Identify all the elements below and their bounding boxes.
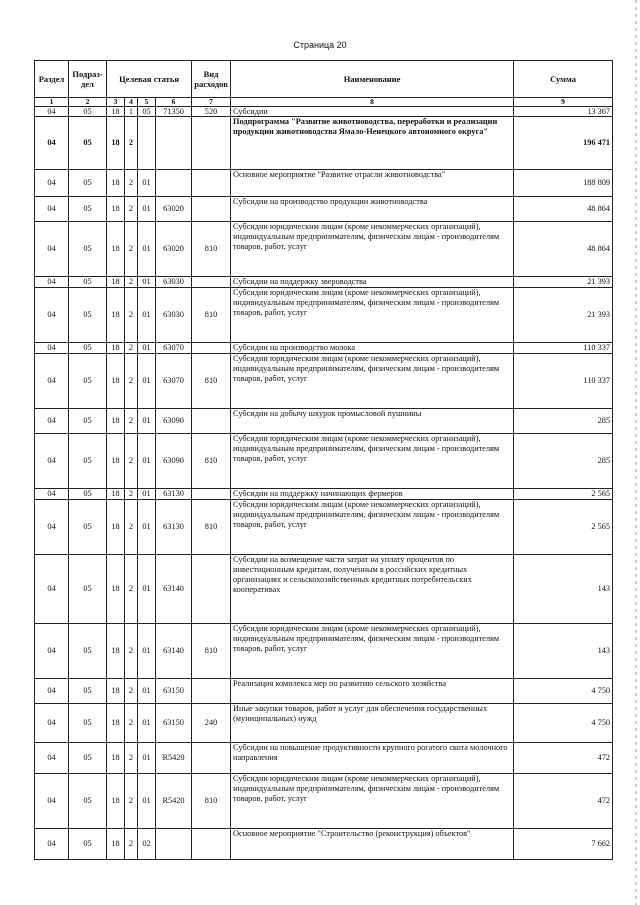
- subsection-cell: 05: [69, 679, 107, 704]
- subprogram-cell: 2: [125, 679, 138, 704]
- subprogram-cell: 2: [125, 500, 138, 555]
- sum-cell: 472: [514, 774, 613, 829]
- subsection-cell: 05: [69, 288, 107, 343]
- table-row: [35, 500, 613, 555]
- name-cell: Реализация комплекса мер по развитию сельского хозяйства: [231, 679, 514, 704]
- direction-cell: 63070: [156, 354, 192, 409]
- event-cell: [138, 117, 156, 170]
- sum-cell: 7 662: [514, 829, 613, 860]
- direction-cell: 63130: [156, 500, 192, 555]
- sum-cell: 21 393: [514, 288, 613, 343]
- section-cell: 04: [35, 500, 69, 555]
- direction-cell: [156, 117, 192, 170]
- section-cell: 04: [35, 774, 69, 829]
- program-cell: 18: [107, 343, 125, 354]
- subprogram-cell: 2: [125, 222, 138, 277]
- event-cell: 01: [138, 409, 156, 434]
- sum-cell: 285: [514, 409, 613, 434]
- expense-type-cell: [192, 829, 231, 860]
- sum-cell: 472: [514, 743, 613, 774]
- expense-type-cell: 240: [192, 704, 231, 743]
- event-cell: 01: [138, 343, 156, 354]
- event-cell: 01: [138, 288, 156, 343]
- expense-type-cell: 810: [192, 222, 231, 277]
- name-cell: Субсидии юридическим лицам (кроме некоммерческих организаций), индивидуальным предпринимателям, физическим лицам - производителям товаров, работ, услуг: [231, 434, 514, 489]
- header-name: Наименование: [231, 61, 514, 98]
- subsection-cell: 05: [69, 704, 107, 743]
- expense-type-cell: [192, 343, 231, 354]
- expense-type-cell: [192, 197, 231, 222]
- budget-table: [34, 60, 613, 860]
- direction-cell: R5420: [156, 774, 192, 829]
- event-cell: 01: [138, 555, 156, 624]
- program-cell: 18: [107, 117, 125, 170]
- direction-cell: 63090: [156, 434, 192, 489]
- sum-cell: 4 750: [514, 704, 613, 743]
- table-row: [35, 409, 613, 434]
- expense-type-cell: [192, 555, 231, 624]
- name-cell: Субсидии юридическим лицам (кроме некоммерческих организаций), индивидуальным предпринимателям, физическим лицам - производителям товаров, работ, услуг: [231, 222, 514, 277]
- expense-type-cell: [192, 170, 231, 197]
- col-number: 4: [125, 98, 138, 107]
- section-cell: 04: [35, 829, 69, 860]
- name-cell: Субсидии на производство продукции животноводства: [231, 197, 514, 222]
- subprogram-cell: 1: [125, 106, 138, 117]
- page-label: Страница 20: [293, 40, 347, 50]
- col-number: 2: [69, 98, 107, 107]
- event-cell: 01: [138, 679, 156, 704]
- event-cell: 05: [138, 106, 156, 117]
- name-cell: Субсидии на повышение продуктивности крупного рогатого скота молочного направления: [231, 743, 514, 774]
- table-row: [35, 743, 613, 774]
- program-cell: 18: [107, 197, 125, 222]
- event-cell: 01: [138, 434, 156, 489]
- table-row: [35, 434, 613, 489]
- scan-edge: [635, 0, 637, 905]
- subprogram-cell: 2: [125, 624, 138, 679]
- subsection-cell: 05: [69, 774, 107, 829]
- event-cell: 01: [138, 197, 156, 222]
- sum-cell: 13 367: [514, 106, 613, 117]
- program-cell: 18: [107, 774, 125, 829]
- subsection-cell: 05: [69, 106, 107, 117]
- name-cell: Иные закупки товаров, работ и услуг для обеспечения государственных (муниципальных) нужд: [231, 704, 514, 743]
- name-cell: Субсидии юридическим лицам (кроме некоммерческих организаций), индивидуальным предпринимателям, физическим лицам - производителям товаров, работ, услуг: [231, 500, 514, 555]
- table-row: [35, 774, 613, 829]
- table-row: [35, 489, 613, 500]
- program-cell: 18: [107, 222, 125, 277]
- section-cell: 04: [35, 624, 69, 679]
- program-cell: 18: [107, 434, 125, 489]
- direction-cell: 63090: [156, 409, 192, 434]
- expense-type-cell: [192, 679, 231, 704]
- sum-cell: 48 864: [514, 222, 613, 277]
- name-cell: Субсидии на производство молока: [231, 343, 514, 354]
- subsection-cell: 05: [69, 555, 107, 624]
- subprogram-cell: 2: [125, 489, 138, 500]
- subprogram-cell: 2: [125, 117, 138, 170]
- event-cell: 02: [138, 829, 156, 860]
- program-cell: 18: [107, 170, 125, 197]
- expense-type-cell: 810: [192, 434, 231, 489]
- name-cell: Основное мероприятие "Развитие отрасли животноводства": [231, 170, 514, 197]
- header-subsection: Подраз- дел: [69, 61, 107, 98]
- subsection-cell: 05: [69, 500, 107, 555]
- subprogram-cell: 2: [125, 829, 138, 860]
- expense-type-cell: [192, 277, 231, 288]
- direction-cell: 63150: [156, 679, 192, 704]
- section-cell: 04: [35, 679, 69, 704]
- name-cell: Субсидии: [231, 106, 514, 117]
- subprogram-cell: 2: [125, 704, 138, 743]
- program-cell: 18: [107, 829, 125, 860]
- name-cell: Субсидии юридическим лицам (кроме некоммерческих организаций), индивидуальным предпринимателям, физическим лицам - производителям товаров, работ, услуг: [231, 288, 514, 343]
- col-number: 6: [156, 98, 192, 107]
- col-number: 7: [192, 98, 231, 107]
- sum-cell: 110 337: [514, 343, 613, 354]
- section-cell: 04: [35, 106, 69, 117]
- event-cell: 01: [138, 743, 156, 774]
- section-cell: 04: [35, 704, 69, 743]
- sum-cell: 110 337: [514, 354, 613, 409]
- section-cell: 04: [35, 354, 69, 409]
- sum-cell: 2 565: [514, 489, 613, 500]
- section-cell: 04: [35, 343, 69, 354]
- subsection-cell: 05: [69, 409, 107, 434]
- expense-type-cell: 810: [192, 500, 231, 555]
- program-cell: 18: [107, 288, 125, 343]
- section-cell: 04: [35, 222, 69, 277]
- subprogram-cell: 2: [125, 288, 138, 343]
- sum-cell: 21 393: [514, 277, 613, 288]
- subsection-cell: 05: [69, 434, 107, 489]
- section-cell: 04: [35, 555, 69, 624]
- header-sum: Сумма: [514, 61, 613, 98]
- program-cell: 18: [107, 704, 125, 743]
- table-row: [35, 197, 613, 222]
- subsection-cell: 05: [69, 743, 107, 774]
- subprogram-cell: 2: [125, 343, 138, 354]
- sum-cell: 143: [514, 555, 613, 624]
- expense-type-cell: 520: [192, 106, 231, 117]
- subprogram-cell: 2: [125, 409, 138, 434]
- table-row: [35, 106, 613, 117]
- subprogram-cell: 2: [125, 277, 138, 288]
- expense-type-cell: [192, 117, 231, 170]
- event-cell: 01: [138, 624, 156, 679]
- program-cell: 18: [107, 555, 125, 624]
- event-cell: 01: [138, 704, 156, 743]
- direction-cell: 63030: [156, 288, 192, 343]
- subprogram-cell: 2: [125, 434, 138, 489]
- section-cell: 04: [35, 409, 69, 434]
- event-cell: 01: [138, 277, 156, 288]
- subprogram-cell: 2: [125, 555, 138, 624]
- event-cell: 01: [138, 170, 156, 197]
- name-cell: Субсидии юридическим лицам (кроме некоммерческих организаций), индивидуальным предпринимателям, физическим лицам - производителям товаров, работ, услуг: [231, 624, 514, 679]
- table-row: [35, 222, 613, 277]
- subsection-cell: 05: [69, 489, 107, 500]
- program-cell: 18: [107, 354, 125, 409]
- table-row: [35, 277, 613, 288]
- column-number-row: [35, 98, 613, 107]
- table-body: [35, 106, 613, 860]
- expense-type-cell: [192, 743, 231, 774]
- event-cell: 01: [138, 222, 156, 277]
- name-cell: Субсидии юридическим лицам (кроме некоммерческих организаций), индивидуальным предпринимателям, физическим лицам - производителям товаров, работ, услуг: [231, 354, 514, 409]
- event-cell: 01: [138, 489, 156, 500]
- subprogram-cell: 2: [125, 774, 138, 829]
- name-cell: Субсидии на возмещение части затрат на уплату процентов по инвестиционным кредитам, полученным в российских кредитных организациях и сельскохозяйственных кредитных потребительских кооперативах: [231, 555, 514, 624]
- program-cell: 18: [107, 743, 125, 774]
- direction-cell: 63130: [156, 489, 192, 500]
- event-cell: 01: [138, 774, 156, 829]
- subsection-cell: 05: [69, 277, 107, 288]
- direction-cell: 63030: [156, 277, 192, 288]
- expense-type-cell: [192, 409, 231, 434]
- expense-type-cell: 810: [192, 288, 231, 343]
- expense-type-cell: 810: [192, 624, 231, 679]
- expense-type-cell: [192, 489, 231, 500]
- subsection-cell: 05: [69, 354, 107, 409]
- subsection-cell: 05: [69, 117, 107, 170]
- table-row: [35, 343, 613, 354]
- program-cell: 18: [107, 679, 125, 704]
- direction-cell: 63020: [156, 222, 192, 277]
- program-cell: 18: [107, 489, 125, 500]
- header-row: [35, 61, 613, 98]
- direction-cell: 63020: [156, 197, 192, 222]
- name-cell: Основное мероприятие "Строительство (реконструкция) объектов": [231, 829, 514, 860]
- direction-cell: 71350: [156, 106, 192, 117]
- direction-cell: 63140: [156, 624, 192, 679]
- col-number: 8: [231, 98, 514, 107]
- subprogram-cell: 2: [125, 743, 138, 774]
- event-cell: 01: [138, 500, 156, 555]
- table-row: [35, 288, 613, 343]
- direction-cell: [156, 170, 192, 197]
- direction-cell: R5420: [156, 743, 192, 774]
- subsection-cell: 05: [69, 197, 107, 222]
- subsection-cell: 05: [69, 624, 107, 679]
- direction-cell: 63150: [156, 704, 192, 743]
- section-cell: 04: [35, 117, 69, 170]
- subsection-cell: 05: [69, 222, 107, 277]
- sum-cell: 285: [514, 434, 613, 489]
- table-row: [35, 624, 613, 679]
- program-cell: 18: [107, 409, 125, 434]
- program-cell: 18: [107, 106, 125, 117]
- table-row: [35, 354, 613, 409]
- table-row: [35, 555, 613, 624]
- section-cell: 04: [35, 434, 69, 489]
- sum-cell: 188 809: [514, 170, 613, 197]
- sum-cell: 196 471: [514, 117, 613, 170]
- section-cell: 04: [35, 197, 69, 222]
- header-section: Раздел: [35, 61, 69, 98]
- col-number: 9: [514, 98, 613, 107]
- subsection-cell: 05: [69, 343, 107, 354]
- sum-cell: 48 864: [514, 197, 613, 222]
- col-number: 5: [138, 98, 156, 107]
- section-cell: 04: [35, 288, 69, 343]
- program-cell: 18: [107, 277, 125, 288]
- event-cell: 01: [138, 354, 156, 409]
- program-cell: 18: [107, 624, 125, 679]
- subprogram-cell: 2: [125, 170, 138, 197]
- name-cell: Подпрограмма "Развитие животноводства, переработки и реализации продукции животноводства Ямало-Ненецкого автономного округа": [231, 117, 514, 170]
- subsection-cell: 05: [69, 829, 107, 860]
- section-cell: 04: [35, 489, 69, 500]
- col-number: 3: [107, 98, 125, 107]
- header-exp-type: Вид расходов: [192, 61, 231, 98]
- table-row: [35, 170, 613, 197]
- direction-cell: 63070: [156, 343, 192, 354]
- section-cell: 04: [35, 743, 69, 774]
- subsection-cell: 05: [69, 170, 107, 197]
- table-row: [35, 704, 613, 743]
- header-target: Целевая статья: [107, 61, 192, 98]
- name-cell: Субсидии юридическим лицам (кроме некоммерческих организаций), индивидуальным предпринимателям, физическим лицам - производителям товаров, работ, услуг: [231, 774, 514, 829]
- direction-cell: [156, 829, 192, 860]
- program-cell: 18: [107, 500, 125, 555]
- expense-type-cell: 810: [192, 354, 231, 409]
- sum-cell: 143: [514, 624, 613, 679]
- sum-cell: 4 750: [514, 679, 613, 704]
- expense-type-cell: 810: [192, 774, 231, 829]
- table-row: [35, 679, 613, 704]
- section-cell: 04: [35, 170, 69, 197]
- section-cell: 04: [35, 277, 69, 288]
- name-cell: Субсидии на поддержку звероводства: [231, 277, 514, 288]
- col-number: 1: [35, 98, 69, 107]
- direction-cell: 63140: [156, 555, 192, 624]
- table-row: [35, 829, 613, 860]
- table-row: [35, 117, 613, 170]
- subprogram-cell: 2: [125, 354, 138, 409]
- subprogram-cell: 2: [125, 197, 138, 222]
- sum-cell: 2 565: [514, 500, 613, 555]
- name-cell: Субсидии на поддержку начинающих фермеров: [231, 489, 514, 500]
- name-cell: Субсидии на добычу шкурок промысловой пушнины: [231, 409, 514, 434]
